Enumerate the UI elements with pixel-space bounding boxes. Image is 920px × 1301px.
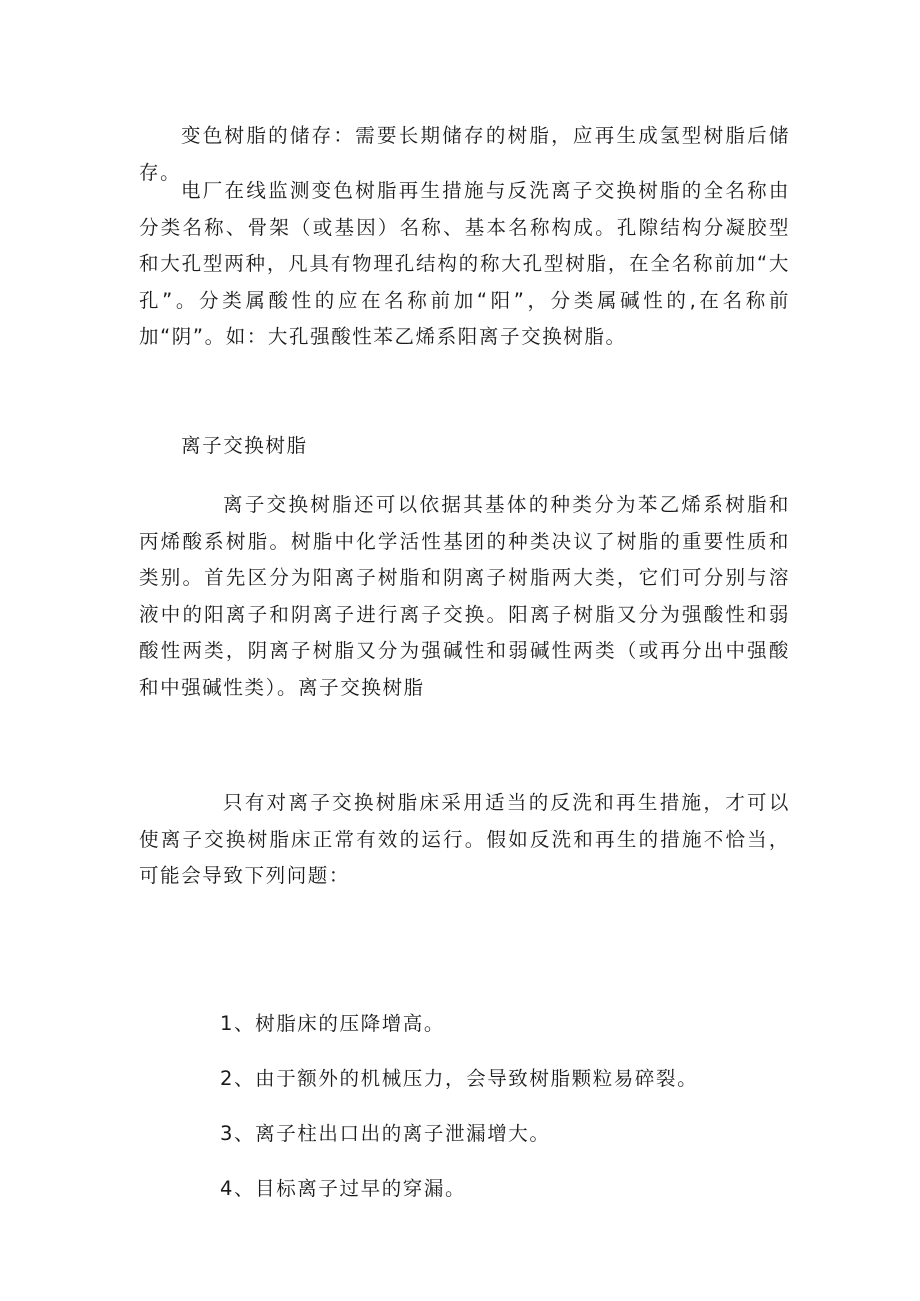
list-item-problem-4: 4、目标离子过早的穿漏。 (220, 1177, 467, 1200)
list-item-problem-1: 1、树脂床的压降增高。 (220, 1012, 446, 1035)
paragraph-resin-full-name: 电厂在线监测变色树脂再生措施与反洗离子交换树脂的全名称由分类名称、骨架（或基因）名称、基本名称构成。孔隙结构分凝胶型和大孔型两种，凡具有物理孔结构的称大孔型树脂，在全名称前加“大孔”。分类属酸性的应在名称前加“阳”，分类属碱性的,在名称前加“阴”。如：大孔强酸性苯乙烯系阳离子交换树脂。 (139, 179, 790, 348)
list-item-problem-2: 2、由于额外的机械压力，会导致树脂颗粒易碎裂。 (220, 1067, 699, 1090)
paragraph-resin-storage: 变色树脂的储存：需要长期储存的树脂，应再生成氢型树脂后储存。 (139, 124, 790, 184)
paragraph-backwash-regeneration: 只有对离子交换树脂床采用适当的反洗和再生措施，才可以使离子交换树脂床正常有效的运行。假如反洗和再生的措施不恰当，可能会导致下列问题： (139, 791, 790, 887)
section-heading: 离子交换树脂 (181, 434, 308, 457)
list-item-problem-3: 3、离子柱出口出的离子泄漏增大。 (220, 1122, 551, 1145)
paragraph-resin-classification: 离子交换树脂还可以依据其基体的种类分为苯乙烯系树脂和丙烯酸系树脂。树脂中化学活性基团的种类决议了树脂的重要性质和类别。首先区分为阳离子树脂和阴离子树脂两大类，它们可分别与溶液中的阳离子和阴离子进行离子交换。阳离子树脂又分为强酸性和弱酸性两类，阴离子树脂又分为强碱性和弱碱性两类（或再分出中强酸和中强碱性类）。离子交换树脂 (139, 493, 790, 699)
